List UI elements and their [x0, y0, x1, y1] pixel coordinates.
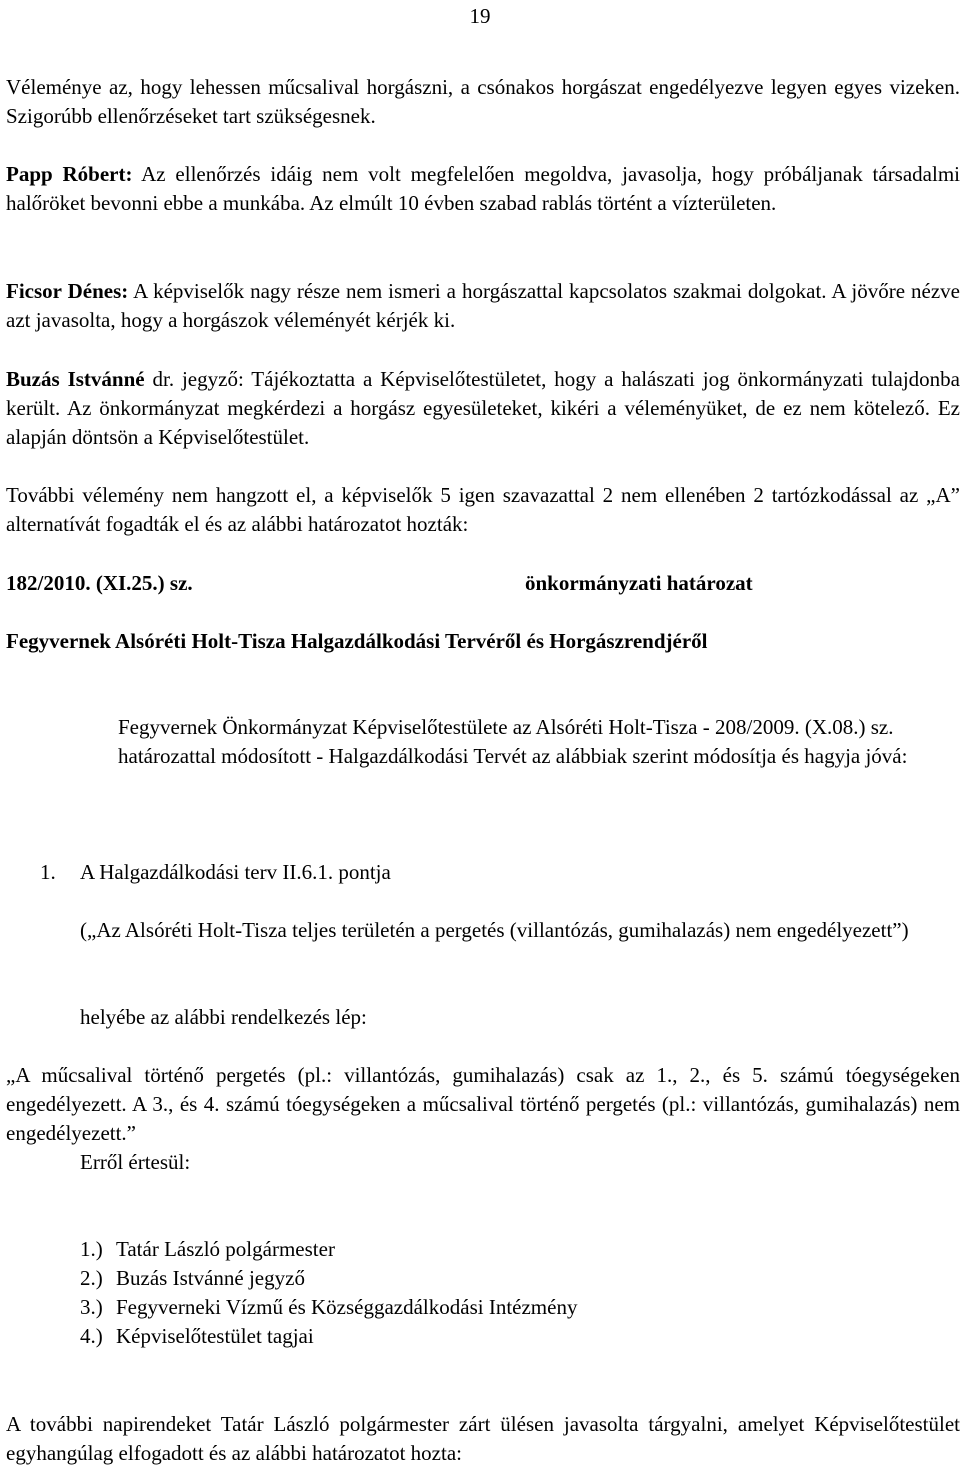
speaker-name: Buzás Istvánné [6, 367, 145, 391]
paragraph-vote-result: További vélemény nem hangzott el, a képviselők 5 igen szavazattal 2 nem ellenében 2 tartózkodással az „A” alternatívát fogadták el és az alábbi határozatot hozták: [6, 483, 960, 536]
notify-list [80, 1235, 577, 1351]
page-number: 19 [469, 4, 491, 28]
paragraph-buzas-istvanne [6, 365, 960, 452]
item-text: A Halgazdálkodási terv II.6.1. pontja [80, 860, 391, 884]
item-number: 1. [40, 860, 56, 884]
notify-label: Erről értesül: [80, 1150, 191, 1174]
decision-title: Fegyvernek Alsóréti Holt-Tisza Halgazdálkodási Tervéről és Horgászrendjéről [6, 629, 708, 653]
decision-number: 182/2010. (XI.25.) sz. [6, 571, 193, 595]
decision-intro: Fegyvernek Önkormányzat Képviselőtestülete az Alsóréti Holt-Tisza - 208/2009. (X.08.) sz. határozattal módosított - Halgazdálkodási Tervét az alábbiak szerint módosítja és hagyja jóvá: [118, 715, 908, 768]
decision-type: önkormányzati határozat [525, 571, 753, 595]
paragraph-papp-robert [6, 160, 960, 218]
speaker-name: Ficsor Dénes: [6, 279, 129, 303]
speaker-text: dr. jegyző: Tájékoztatta a Képviselőtestületet, hogy a halászati jog önkormányzati tulajdonba került. Az önkormányzat megkérdezi a horgász egyesületeket, kikéri a véleményüket, de ez nem kötelező. Ez alapján döntsön a Képviselőtestület. [6, 367, 960, 449]
list-item: 1.) Tatár László polgármester [80, 1237, 335, 1261]
list-item: 3.) Fegyverneki Vízmű és Községgazdálkodási Intézmény [80, 1295, 578, 1319]
speaker-text: A képviselők nagy része nem ismeri a horgászattal kapcsolatos szakmai dolgokat. A jövőre nézve azt javasolta, hogy a horgászok véleményét kérjék ki. [6, 279, 960, 332]
paragraph-opinion: Véleménye az, hogy lehessen műcsalival horgászni, a csónakos horgászat engedélyezve legyen egyes vizeken. Szigorúbb ellenőrzéseket tart szükségesnek. [6, 75, 960, 128]
speaker-name: Papp Róbert: [6, 162, 133, 186]
paragraph-final: A további napirendeket Tatár László polgármester zárt ülésen javasolta tárgyalni, amelyet Képviselőtestület egyhangúlag elfogadott és az alábbi határozatot hozta: [6, 1412, 960, 1465]
list-item: 4.) Képviselőtestület tagjai [80, 1324, 314, 1348]
speaker-text: Az ellenőrzés idáig nem volt megfelelően megoldva, javasolja, hogy próbáljanak társadalmi halőröket bevonni ebbe a munkába. Az elmúlt 10 évben szabad rablás történt a vízterületen. [6, 162, 960, 215]
decision-item [40, 858, 391, 887]
new-provision-text: „A műcsalival történő pergetés (pl.: villantózás, gumihalazás) csak az 1., 2., és 5. számú tóegységeken engedélyezett. A 3., és 4. számú tóegységeken a műcsalival történő pergetés (pl.: villantózás, gumihalazás) nem engedélyezett.” [6, 1063, 960, 1145]
replacement-label: helyébe az alábbi rendelkezés lép: [80, 1005, 367, 1029]
paragraph-ficsor-denes [6, 277, 960, 335]
list-item: 2.) Buzás Istvánné jegyző [80, 1266, 305, 1290]
old-provision-text: („Az Alsóréti Holt-Tisza teljes területén a pergetés (villantózás, gumihalazás) nem engedélyezett”) [80, 918, 909, 942]
